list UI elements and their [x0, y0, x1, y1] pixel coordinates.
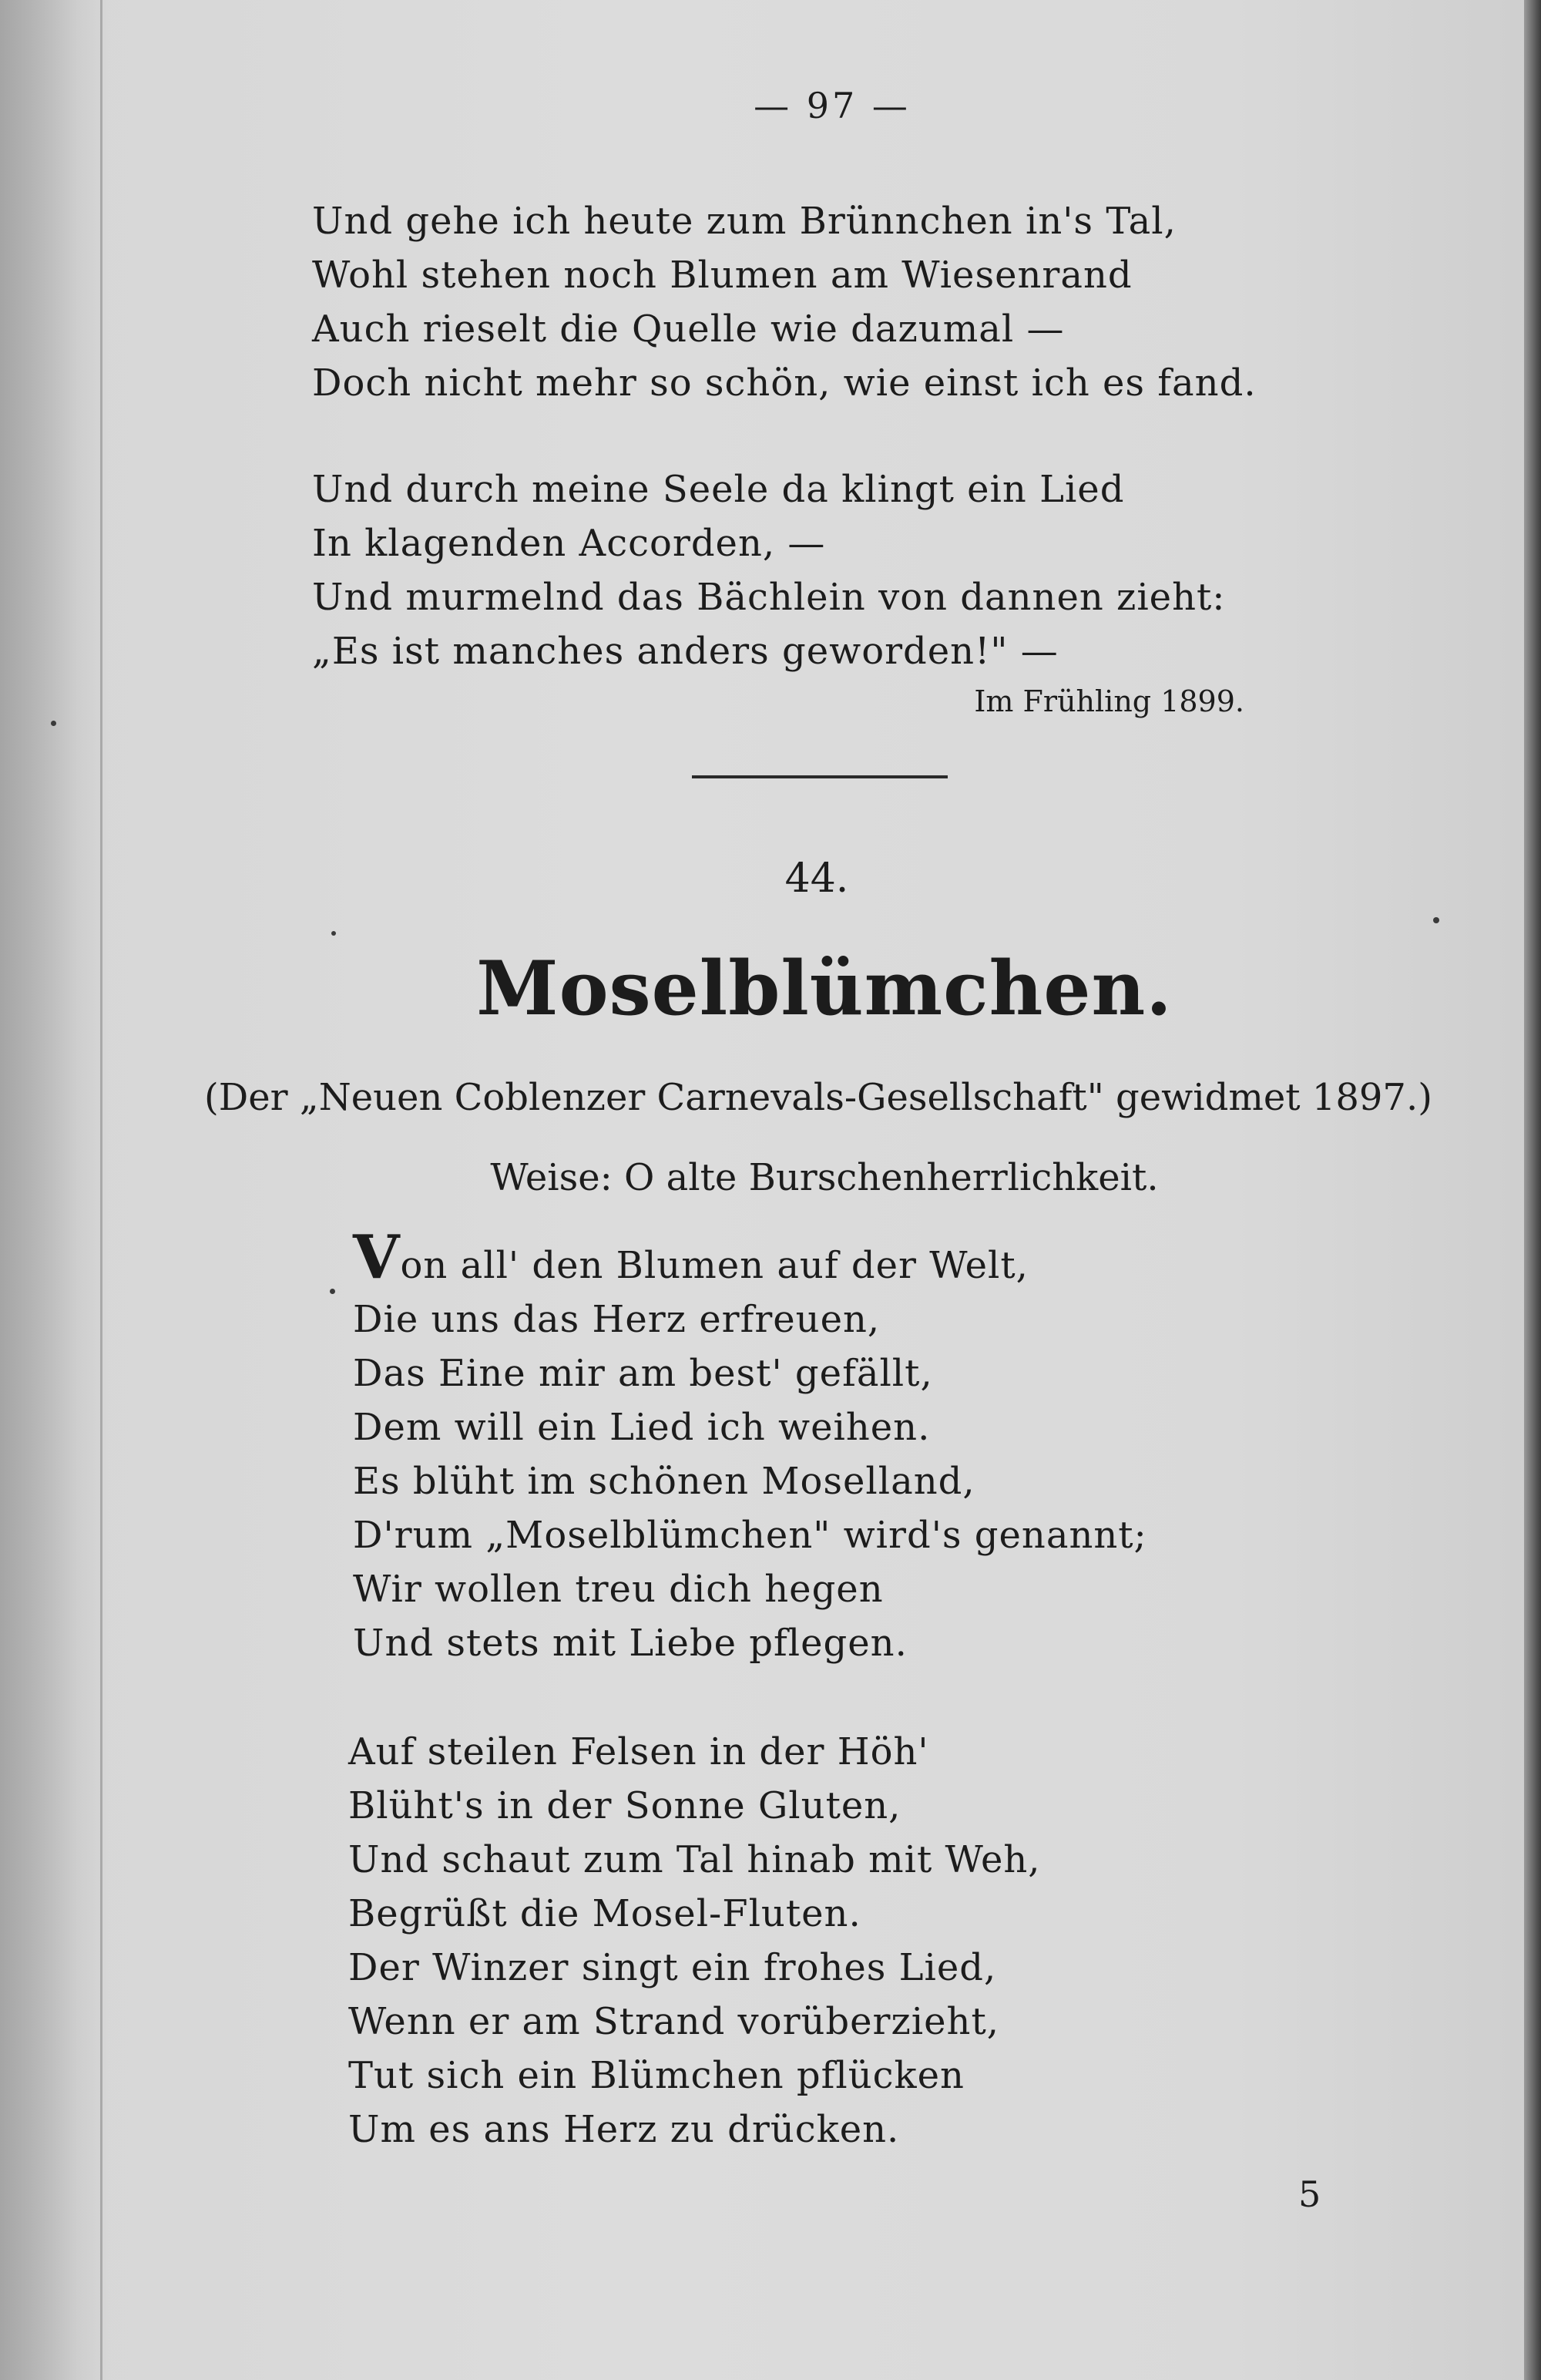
paper-speck [1433, 917, 1439, 923]
verse-line: Wohl stehen noch Blumen am Wiesenrand [312, 254, 1133, 297]
verse-line: Und murmelnd das Bächlein von dannen zieht: [312, 576, 1226, 619]
paper-speck [331, 931, 336, 936]
poem-stanza-2 [348, 1725, 1041, 2156]
verse-line: Es blüht im schönen Moselland, [353, 1460, 975, 1503]
dateline: Im Frühling 1899. [974, 684, 1244, 718]
verse-line: „Es ist manches anders geworden!" — [312, 630, 1059, 673]
verse-line: Und durch meine Seele da klingt ein Lied [312, 468, 1125, 511]
verse-line: Die uns das Herz erfreuen, [353, 1298, 881, 1341]
page-edge-shadow [1524, 0, 1541, 2380]
verse-line: Und stets mit Liebe pflegen. [353, 1622, 908, 1665]
verse-line: D'rum „Moselblümchen" wird's genannt; [353, 1514, 1147, 1557]
first-line-text: on all' den Blumen auf der Welt, [400, 1244, 1029, 1287]
verse-line: Dem will ein Lied ich weihen. [353, 1406, 931, 1449]
verse-line: In klagenden Accorden, — [312, 522, 826, 565]
verse-line: Wenn er am Strand vorüberzieht, [348, 2000, 1000, 2043]
page-gutter-line [100, 0, 102, 2380]
section-divider [692, 775, 948, 778]
verse-line: Auch rieselt die Quelle wie dazumal — [312, 308, 1065, 351]
verse-line: Der Winzer singt ein frohes Lied, [348, 1946, 997, 1989]
verse-line: Begrüßt die Mosel-Fluten. [348, 1892, 861, 1935]
poem-dedication: (Der „Neuen Coblenzer Carnevals-Gesellschaft" gewidmet 1897.) [204, 1076, 1432, 1119]
verse-line: Wir wollen treu dich hegen [353, 1568, 884, 1611]
verse-line: Blüht's in der Sonne Gluten, [348, 1784, 901, 1827]
verse-line: Doch nicht mehr so schön, wie einst ich es fand. [312, 361, 1257, 405]
page-number: — 97 — [754, 85, 911, 126]
verse-line: Um es ans Herz zu drücken. [348, 2108, 900, 2151]
poem-stanza-1 [353, 1222, 1147, 1670]
verse-line: Tut sich ein Blümchen pflücken [348, 2054, 965, 2097]
paper-speck [330, 1289, 335, 1294]
verse-line: Das Eine mir am best' gefällt, [353, 1352, 933, 1395]
prev-poem-stanza-2 [312, 462, 1225, 678]
prev-poem-stanza-1 [312, 194, 1257, 410]
drop-cap: V [353, 1222, 401, 1293]
verse-line: Auf steilen Felsen in der Höh' [348, 1730, 929, 1773]
poem-number: 44. [784, 856, 849, 902]
poem-melody: Weise: O alte Burschenherrlichkeit. [490, 1156, 1159, 1199]
paper-speck [51, 721, 56, 726]
page-gutter-shadow [0, 0, 108, 2380]
verse-line: Und schaut zum Tal hinab mit Weh, [348, 1838, 1041, 1881]
verse-line-first [353, 1222, 1147, 1293]
poem-title: Moselblümchen. [476, 945, 1173, 1032]
verse-line: Und gehe ich heute zum Brünnchen in's Tal, [312, 200, 1177, 243]
signature-mark: 5 [1298, 2173, 1321, 2215]
